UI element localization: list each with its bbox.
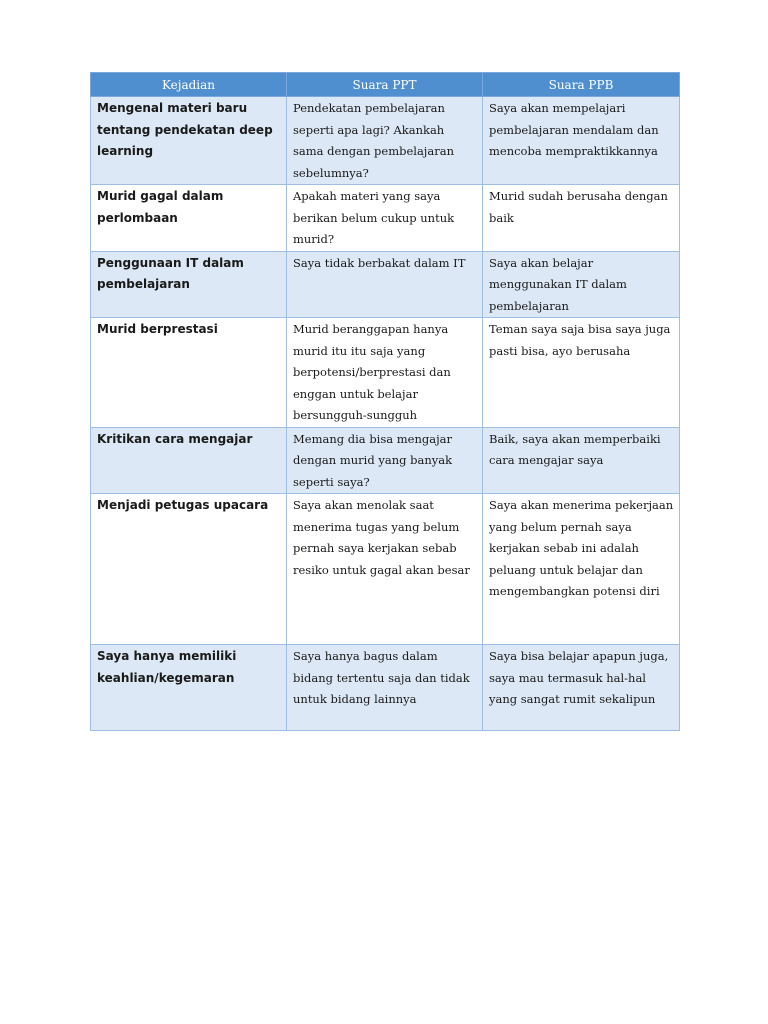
- ppb-cell: Saya akan belajar menggunakan IT dalam pembelajaran: [483, 251, 680, 318]
- table-header: [91, 73, 680, 97]
- ppb-cell: Saya bisa belajar apapun juga, saya mau termasuk hal-hal yang sangat rumit sekalipun: [483, 645, 680, 731]
- header-suara-ppt: Suara PPT: [287, 73, 483, 97]
- ppt-cell: Saya akan menolak saat menerima tugas yang belum pernah saya kerjakan sebab resiko untuk gagal akan besar: [287, 494, 483, 645]
- header-row: [91, 73, 680, 97]
- table-row: [91, 97, 680, 185]
- table-body: [91, 97, 680, 731]
- ppt-cell: Saya hanya bagus dalam bidang tertentu saja dan tidak untuk bidang lainnya: [287, 645, 483, 731]
- event-cell: Kritikan cara mengajar: [91, 427, 287, 494]
- table-row: [91, 645, 680, 731]
- table-row: [91, 185, 680, 252]
- table-row: [91, 427, 680, 494]
- ppb-cell: Baik, saya akan memperbaiki cara mengajar saya: [483, 427, 680, 494]
- header-suara-ppb: Suara PPB: [483, 73, 680, 97]
- event-cell: Menjadi petugas upacara: [91, 494, 287, 645]
- ppb-cell: Saya akan menerima pekerjaan yang belum pernah saya kerjakan sebab ini adalah peluang untuk belajar dan mengembangkan potensi diri: [483, 494, 680, 645]
- ppt-cell: Memang dia bisa mengajar dengan murid yang banyak seperti saya?: [287, 427, 483, 494]
- header-kejadian: Kejadian: [91, 73, 287, 97]
- table-row: [91, 494, 680, 645]
- ppb-cell: Murid sudah berusaha dengan baik: [483, 185, 680, 252]
- event-cell: Mengenal materi baru tentang pendekatan deep learning: [91, 97, 287, 185]
- ppt-cell: Apakah materi yang saya berikan belum cukup untuk murid?: [287, 185, 483, 252]
- event-cell: Murid berprestasi: [91, 318, 287, 428]
- ppt-cell: Saya tidak berbakat dalam IT: [287, 251, 483, 318]
- table-row: [91, 251, 680, 318]
- event-cell: Murid gagal dalam perlombaan: [91, 185, 287, 252]
- ppb-cell: Saya akan mempelajari pembelajaran mendalam dan mencoba mempraktikkannya: [483, 97, 680, 185]
- ppt-cell: Murid beranggapan hanya murid itu itu saja yang berpotensi/berprestasi dan enggan untuk belajar bersungguh-sungguh: [287, 318, 483, 428]
- comparison-table: [90, 72, 680, 731]
- event-cell: Saya hanya memiliki keahlian/kegemaran: [91, 645, 287, 731]
- ppt-cell: Pendekatan pembelajaran seperti apa lagi? Akankah sama dengan pembelajaran sebelumnya?: [287, 97, 483, 185]
- ppb-cell: Teman saya saja bisa saya juga pasti bisa, ayo berusaha: [483, 318, 680, 428]
- event-cell: Penggunaan IT dalam pembelajaran: [91, 251, 287, 318]
- table-row: [91, 318, 680, 428]
